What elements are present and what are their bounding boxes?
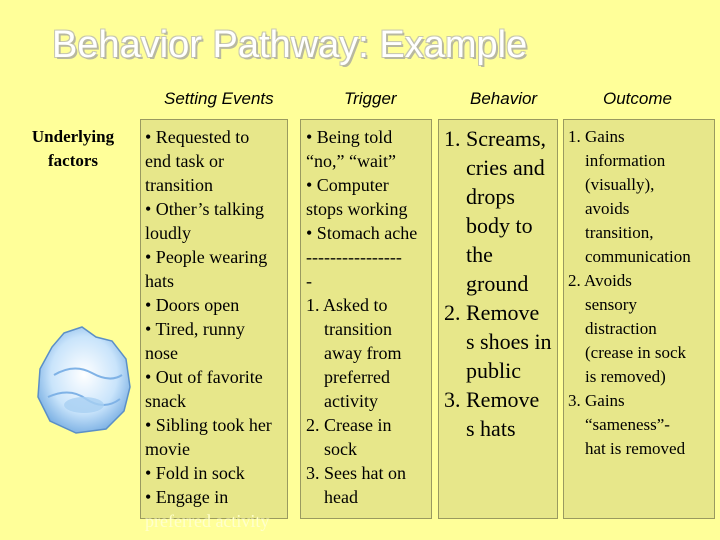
list-line: s shoes in [444,329,552,354]
list-line: • Requested to [145,127,250,147]
list-line: transition, [568,223,654,242]
list-line: movie [145,439,190,459]
list-line: snack [145,391,186,411]
underlying-line: Underlying [31,127,115,146]
list-line: “no,” “wait” [306,151,396,171]
list-line: loudly [145,223,192,243]
list-line: (visually), [568,175,655,194]
list-line: away from [306,343,402,363]
slide-title: Behavior Pathway: Example [52,24,528,66]
list-line: (crease in sock [568,343,687,362]
list-line: “sameness”- [568,415,670,434]
list-line: - [306,271,312,291]
list-line: 1. Asked to [306,295,388,315]
list-line: activity [306,391,378,411]
list-line: communication [568,247,691,266]
list-line: end task or [145,151,224,171]
trigger-list [306,125,417,509]
behavior-list [444,124,552,443]
list-line: • Fold in sock [145,463,245,483]
header-trigger: Trigger [344,89,397,108]
list-line: transition [145,175,213,195]
list-line: hat is removed [568,439,686,458]
header-setting-events: Setting Events [164,89,274,108]
list-line: • Engage in [145,487,229,507]
list-line: stops working [306,199,408,219]
list-line: head [306,487,358,507]
list-line: • Doors open [145,295,240,315]
outcome-list [568,125,691,461]
list-line: • Computer [306,175,389,195]
list-line: preferred [306,367,390,387]
list-line: 2. Crease in [306,415,392,435]
list-line: ground [444,271,529,296]
list-line: s hats [444,416,516,441]
iceberg-icon [34,325,134,435]
list-line: cries and [444,155,545,180]
list-line: 3. Gains [568,391,625,410]
list-line: sock [306,439,357,459]
header-behavior: Behavior [470,89,538,108]
list-line: transition [306,319,392,339]
list-line: • People wearing [145,247,268,267]
list-line: is removed) [568,367,666,386]
list-line: • Being told [306,127,393,147]
list-line: public [444,358,521,383]
list-line: • Tired, runny [145,319,245,339]
list-line: • Other’s talking [145,199,264,219]
list-line: 3. Remove [444,387,540,412]
list-line: the [444,242,493,267]
list-line: • Out of favorite [145,367,263,387]
setting-events-list [145,125,272,533]
list-line: 2. Remove [444,300,540,325]
list-line: 3. Sees hat on [306,463,406,483]
underlying-line: factors [47,151,99,170]
list-line: body to [444,213,533,238]
list-line: 1. Screams, [444,126,547,151]
list-line: distraction [568,319,657,338]
list-line: 1. Gains [568,127,625,146]
list-line: • Stomach ache [306,223,418,243]
list-line: preferred activity [145,511,270,531]
list-line: information [568,151,666,170]
list-line: nose [145,343,178,363]
list-line: 2. Avoids [568,271,632,290]
list-line: sensory [568,295,637,314]
list-line: ---------------- [306,247,402,267]
list-line: • Sibling took her [145,415,272,435]
underlying-factors-label [18,125,128,173]
list-line: avoids [568,199,630,218]
list-line: hats [145,271,174,291]
list-line: drops [444,184,515,209]
header-outcome: Outcome [603,89,672,108]
